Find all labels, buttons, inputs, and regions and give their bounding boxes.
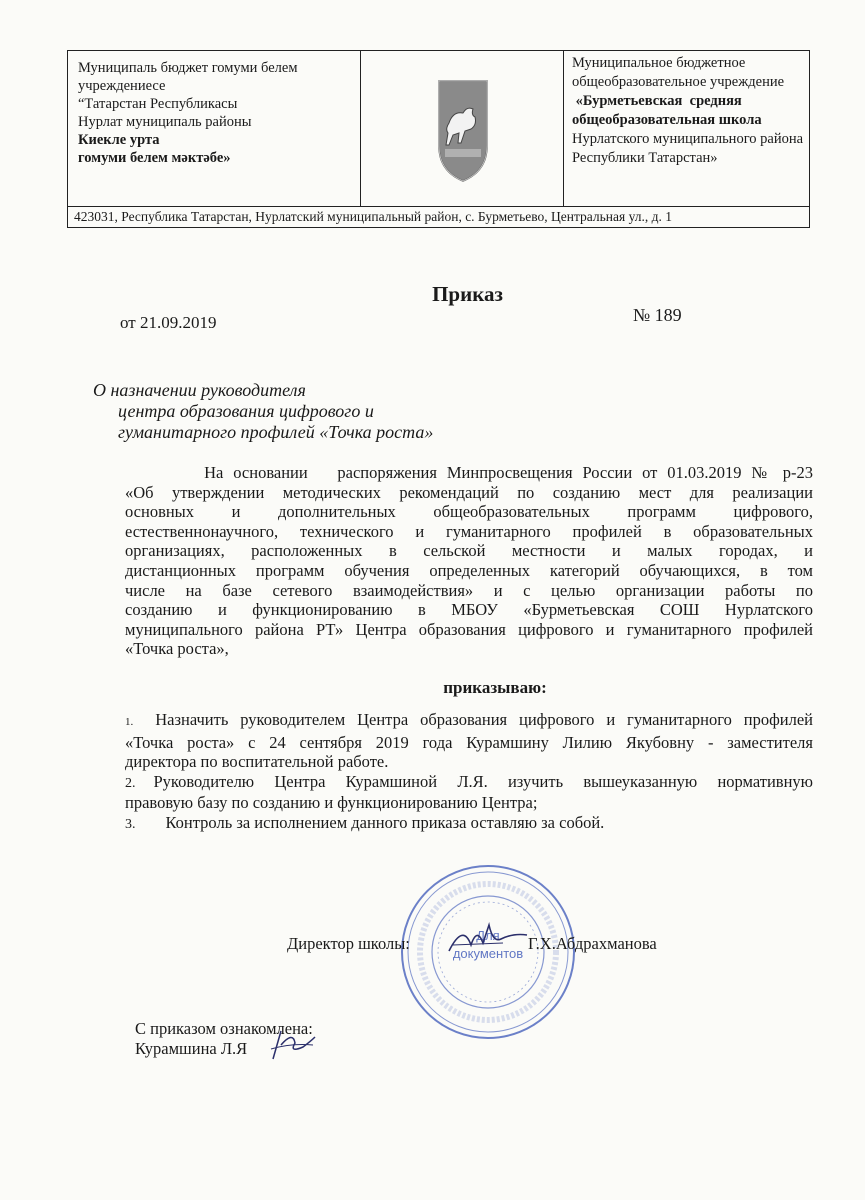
order-item-number: 2. <box>125 775 136 791</box>
preamble-line: «Об утверждении методических рекомендаций по созданию мест для реализации <box>125 482 813 502</box>
letterhead-table <box>67 50 810 228</box>
director-signature <box>443 915 533 960</box>
order-item-text: Назначить руководителем Центра образования цифрового и гуманитарного профилей <box>155 710 813 729</box>
letterhead-russian-line: Нурлатского муниципального района <box>572 131 804 147</box>
decree-word: приказываю: <box>443 678 547 697</box>
order-subject-line: О назначении руководителя <box>93 380 306 400</box>
letterhead-russian-school: общеобразовательная школа <box>572 112 762 128</box>
order-item-text: Контроль за исполнением данного приказа оставляю за собой. <box>165 812 605 832</box>
letterhead-russian-line: общеобразовательное учреждение <box>572 74 785 90</box>
order-subject <box>93 380 433 443</box>
order-item-line: «Точка роста» с 24 сентября 2019 года Курамшину Лилию Якубовну - заместителя <box>125 732 813 752</box>
letterhead-russian <box>564 51 809 206</box>
letterhead-russian-school: «Бурметьевская средняя <box>572 93 742 109</box>
order-number: № 189 <box>633 305 682 325</box>
order-item-line: директора по воспитательной работе. <box>125 752 389 772</box>
letterhead-tatar-line: Муниципаль бюджет гомуми белем <box>78 60 298 76</box>
letterhead-tatar <box>68 51 361 206</box>
stamp-text: документов <box>452 946 524 961</box>
letterhead-tatar-line: “Татарстан Республикасы <box>78 96 238 112</box>
letterhead-tatar-school: гомуми белем мәктәбе» <box>78 150 231 166</box>
order-subject-line: центра образования цифрового и <box>118 401 374 421</box>
preamble-line: «Точка роста», <box>125 639 229 659</box>
order-item-line <box>125 813 813 835</box>
coat-of-arms-horse-icon <box>361 51 564 206</box>
letterhead-tatar-line: Нурлат муниципаль районы <box>78 114 252 130</box>
acknowledgement-label: С приказом ознакомлена: <box>135 1019 313 1038</box>
order-title: Приказ <box>432 282 503 306</box>
preamble-line: естественнонаучного, технического и гуманитарного профилей в образовательных <box>125 521 813 541</box>
order-preamble <box>125 463 813 659</box>
preamble-line: созданию и функционированию в МБОУ «Бурметьевская СОШ Нурлатского <box>125 600 813 620</box>
signatory-name: Г.Х.Абдрахманова <box>528 934 657 953</box>
letterhead-address: 423031, Республика Татарстан, Нурлатский муниципальный район, с. Бурметьево, Центральная ул., д. 1 <box>68 206 809 228</box>
preamble-line: числе на базе сетевого взаимодействия» и с целью организации работы по <box>125 580 813 600</box>
order-item-line <box>125 710 813 733</box>
letterhead-tatar-line: учреждениесе <box>78 78 166 94</box>
preamble-line: организациях, расположенных в сельской местности и малых городах, и <box>125 541 813 561</box>
preamble-line: муниципального района РТ» Центра образования цифрового и гуманитарного профилей <box>125 619 813 639</box>
letterhead-russian-line: Республики Татарстан» <box>572 150 718 166</box>
stamp-text: Для <box>476 928 500 943</box>
preamble-line: основных и дополнительных общеобразовательных программ цифрового, <box>125 502 813 522</box>
letterhead-tatar-school: Киекле урта <box>78 132 160 148</box>
order-item-line: правовую базу по созданию и функционированию Центра; <box>125 793 538 813</box>
letterhead-emblem-cell <box>361 51 564 206</box>
order-items <box>125 710 813 835</box>
order-date: от 21.09.2019 <box>120 313 217 332</box>
order-item-number: 1. <box>125 716 134 728</box>
acknowledgement-name: Курамшина Л.Я <box>135 1039 248 1058</box>
preamble-line: дистанционных программ обучения определенных категорий обучающихся, в том <box>125 560 813 580</box>
order-subject-line: гуманитарного профилей «Точка роста» <box>118 422 434 442</box>
acknowledgement-signature <box>265 1025 320 1065</box>
order-item-number: 3. <box>125 816 136 832</box>
letterhead-russian-line: Муниципальное бюджетное <box>572 55 746 71</box>
order-item-text: Руководителю Центра Курамшиной Л.Я. изучить вышеуказанную нормативную <box>153 771 813 791</box>
signatory-role: Директор школы: <box>287 934 410 953</box>
order-item-line <box>125 772 813 794</box>
preamble-line: На основании распоряжения Минпросвещения России от 01.03.2019 № р-23 <box>125 463 813 482</box>
